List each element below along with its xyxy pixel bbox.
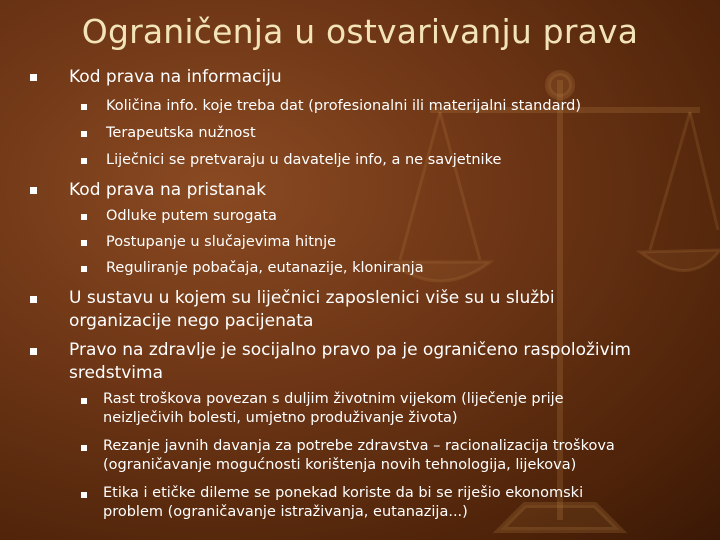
bullet-item-line: U sustavu u kojem su liječnici zaposlenici više su u službi (69, 288, 555, 308)
sub-bullet-item: Terapeutska nužnost (106, 125, 256, 141)
sub-bullet-item: Postupanje u slučajevima hitnje (106, 234, 337, 250)
sub-bullet-marker (81, 214, 87, 220)
sub-bullet-marker (81, 104, 87, 110)
sub-bullet-marker (81, 492, 87, 498)
bullet-marker (30, 74, 37, 81)
sub-bullet-item: Liječnici se pretvaraju u davatelje info, a ne savjetnike (106, 152, 502, 168)
bullet-item: Kod prava na informaciju (69, 67, 282, 87)
bullet-item: Kod prava na pristanak (69, 180, 267, 200)
sub-bullet-item-line: (ograničavanje mogućnosti korištenja novih tehnologija, lijekova) (103, 457, 577, 473)
sub-bullet-item: Reguliranje pobačaja, eutanazije, kloniranja (106, 260, 424, 276)
bullet-marker (30, 348, 37, 355)
bullet-item-line: sredstvima (69, 363, 164, 383)
sub-bullet-marker (81, 131, 87, 137)
sub-bullet-item-line: Etika i etičke dileme se ponekad koriste da bi se riješio ekonomski (103, 485, 584, 501)
sub-bullet-item-line: Rast troškova povezan s duljim životnim vijekom (liječenje prije (103, 391, 564, 407)
sub-bullet-item-line: Rezanje javnih davanja za potrebe zdravstva – racionalizacija troškova (103, 438, 615, 454)
sub-bullet-item-line: problem (ograničavanje istraživanja, eutanazija...) (103, 504, 468, 520)
bullet-item-line: organizacije nego pacijenata (69, 311, 314, 331)
sub-bullet-marker (81, 240, 87, 246)
slide-title: Ograničenja u ostvarivanju prava (81, 12, 639, 51)
sub-bullet-marker (81, 266, 87, 272)
sub-bullet-marker (81, 398, 87, 404)
sub-bullet-item: Količina info. koje treba dat (profesionalni ili materijalni standard) (106, 98, 582, 114)
bullet-marker (30, 187, 37, 194)
sub-bullet-marker (81, 445, 87, 451)
sub-bullet-item-line: neizlječivih bolesti, umjetno produživanje života) (103, 410, 458, 426)
sub-bullet-marker (81, 158, 87, 164)
bullet-item-line: Pravo na zdravlje je socijalno pravo pa je ograničeno raspoloživim (69, 340, 631, 360)
sub-bullet-item: Odluke putem surogata (106, 208, 277, 224)
bullet-marker (30, 296, 37, 303)
